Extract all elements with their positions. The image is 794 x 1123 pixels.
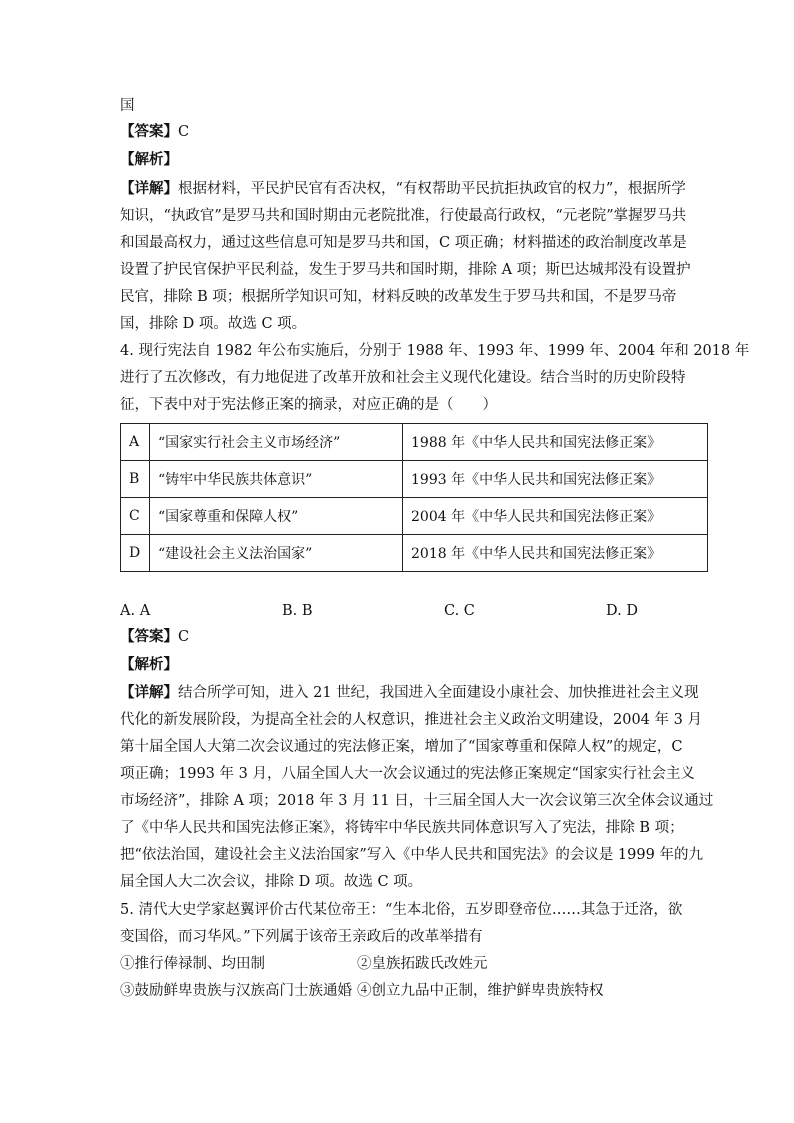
amendment-table: [120, 423, 708, 572]
table-row: [121, 535, 708, 572]
answer-label: 【答案】: [120, 628, 178, 645]
q3-answer: [120, 122, 189, 142]
q3-last-line: 国: [120, 98, 135, 114]
q4-detail-line: 把“依法治国，建设社会主义法治国家”写入《中华人民共和国宪法》的会议是 1999 年的九: [120, 847, 703, 863]
q4-detail-line: 第十届全国人大第二次会议通过的宪法修正案，增加了“国家尊重和保障人权”的规定，C: [120, 739, 683, 755]
q4-answer: [120, 627, 189, 647]
q5-option: ②皇族拓跋氏改姓元: [357, 956, 488, 972]
amendment-source: 1988 年《中华人民共和国宪法修正案》: [403, 424, 708, 461]
answer-value: C: [178, 629, 190, 645]
q4-stem-line: 4. 现行宪法自 1982 年公布实施后，分别于 1988 年、1993 年、1999 年、2004 年和 2018 年: [120, 343, 750, 359]
q4-stem-line: 征，下表中对于宪法修正案的摘录，对应正确的是（ ）: [120, 397, 497, 413]
q4-detail-line: 届全国人大二次会议，排除 D 项。故选 C 项。: [120, 874, 423, 890]
amendment-quote: “建设社会主义法治国家”: [150, 535, 403, 572]
q4-detail-line: [120, 683, 699, 703]
amendment-source: 2004 年《中华人民共和国宪法修正案》: [403, 498, 708, 535]
detail-text: 结合所学可知，进入 21 世纪，我国进入全面建设小康社会、加快推进社会主义现: [178, 685, 699, 701]
amendment-quote: “国家尊重和保障人权”: [150, 498, 403, 535]
option-letter: D: [121, 535, 150, 572]
q5-option: ④创立九品中正制，维护鲜卑贵族特权: [357, 983, 604, 999]
q5-stem-line: 5. 清代大史学家赵翼评价古代某位帝王：“生本北俗，五岁即登帝位……其急于迁洛，欲: [120, 902, 683, 918]
amendment-source: 1993 年《中华人民共和国宪法修正案》: [403, 461, 708, 498]
choice-b: B. B: [282, 603, 313, 619]
q4-detail-line: 了《中华人民共和国宪法修正案》，将铸牢中华民族共同体意识写入了宪法，排除 B 项；: [120, 820, 684, 836]
table-row: [121, 461, 708, 498]
choice-a: A. A: [120, 603, 151, 619]
option-letter: A: [121, 424, 150, 461]
q4-detail-line: 项正确；1993 年 3 月，八届全国人大一次会议通过的宪法修正案规定“国家实行社会主义: [120, 766, 695, 782]
q5-option: ③鼓励鲜卑贵族与汉族高门士族通婚: [120, 983, 352, 999]
q3-detail-line: [120, 179, 686, 199]
detail-label: 【详解】: [120, 684, 178, 701]
q4-detail-line: 代化的新发展阶段，为提高全社会的人权意识，推进社会主义政治文明建设，2004 年 3 月: [120, 712, 702, 728]
detail-label: 【详解】: [120, 180, 178, 197]
q3-detail-line: 和国最高权力，通过这些信息可知是罗马共和国，C 项正确；材料描述的政治制度改革是: [120, 235, 687, 251]
amendment-source: 2018 年《中华人民共和国宪法修正案》: [403, 535, 708, 572]
choice-c: C. C: [444, 603, 475, 619]
q3-detail-line: 设置了护民官保护平民利益，发生于罗马共和国时期，排除 A 项；斯巴达城邦没有设置护: [120, 262, 691, 278]
answer-value: C: [178, 124, 190, 140]
q4-detail-line: 市场经济”，排除 A 项；2018 年 3 月 11 日，十三届全国人大一次会议第三次全体会议通过: [120, 793, 714, 809]
q3-detail-line: 国，排除 D 项。故选 C 项。: [120, 316, 307, 332]
option-letter: C: [121, 498, 150, 535]
amendment-quote: “国家实行社会主义市场经济”: [150, 424, 403, 461]
answer-label: 【答案】: [120, 123, 178, 140]
detail-text: 根据材料，平民护民官有否决权，“有权帮助平民抗拒执政官的权力”，根据所学: [178, 181, 686, 197]
q4-analysis-label: 【解析】: [120, 656, 178, 673]
option-letter: B: [121, 461, 150, 498]
q3-detail-line: 知识，“执政官”是罗马共和国时期由元老院批准，行使最高行政权，“元老院”掌握罗马共: [120, 208, 687, 224]
q3-detail-line: 民官，排除 B 项；根据所学知识可知，材料反映的改革发生于罗马共和国，不是罗马帝: [120, 289, 677, 305]
q5-option: ①推行俸禄制、均田制: [120, 956, 265, 972]
table-row: [121, 498, 708, 535]
choice-d: D. D: [606, 603, 638, 619]
table-row: [121, 424, 708, 461]
q4-stem-line: 进行了五次修改，有力地促进了改革开放和社会主义现代化建设。结合当时的历史阶段特: [120, 370, 686, 386]
q3-analysis-label: 【解析】: [120, 151, 178, 168]
q5-stem-line: 变国俗，而习华风。”下列属于该帝王亲政后的改革举措有: [120, 929, 483, 945]
amendment-quote: “铸牢中华民族共体意识”: [150, 461, 403, 498]
